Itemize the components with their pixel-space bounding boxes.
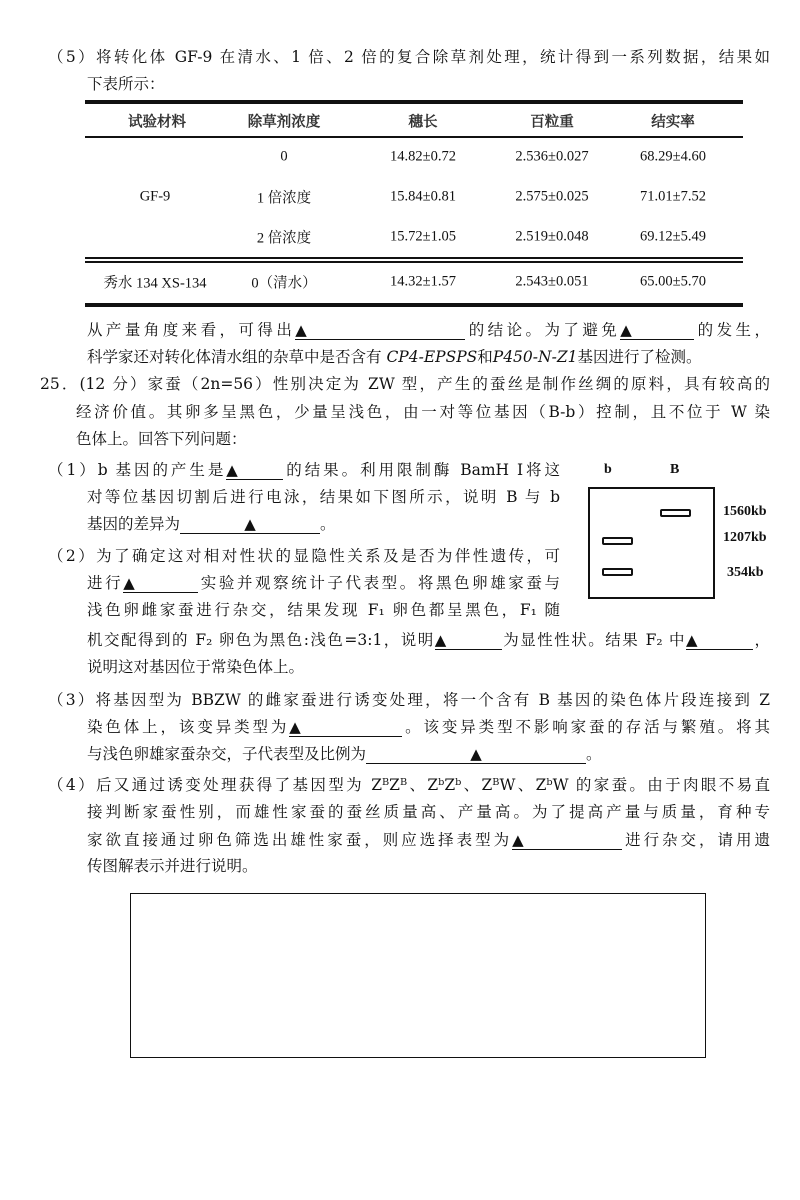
text-line [48,460,560,480]
size-label: 1560kb [723,504,767,519]
text-segment: 基因的差异为 [87,515,181,533]
text-line [87,717,770,737]
text-line [87,657,304,677]
answer-blank[interactable]: ▲ [435,631,502,650]
control-cell: 65.00±5.70 [640,273,706,290]
text-line [48,775,770,795]
lane-label-b: b [604,462,612,477]
text-segment: 实验并观察统计子代表型。将黑色卵雄家蚕与 [198,574,560,592]
table-cell: 2.519±0.048 [515,228,589,245]
text-segment: 为显性性状。结果 F₂ 中 [501,631,686,649]
text-segment: ， [753,631,770,649]
text-line [87,320,770,340]
text-line [76,429,247,449]
text-segment: 与浅色卵雄家蚕杂交，子代表型及比例为 [87,745,367,763]
control-cell: 2.543±0.051 [515,273,589,290]
gel-box [588,487,715,599]
text-segment: 机交配得到的 F₂ 卵色为黑色:浅色=3:1，说明 [87,631,435,649]
gene-name: CP4-EPSPS [386,348,478,366]
answer-blank[interactable]: ▲ [366,745,586,764]
text-segment: （5）将转化体 GF-9 在清水、1 倍、2 倍的复合除草剂处理，统计得到一系列数据，结果如 [48,48,770,66]
text-segment: 浅色卵雌家蚕进行杂交，结果发现 F₁ 卵色都呈黑色，F₁ 随 [87,601,560,619]
lane-label-B: B [670,462,680,477]
text-segment: 的结果。利用限制酶 BamH Ⅰ将这 [283,461,560,479]
text-line [40,374,770,394]
answer-blank[interactable]: ▲ [123,574,198,593]
text-segment: 和 [477,348,493,366]
table-cell: 15.84±0.81 [390,188,456,205]
results-table [85,100,743,308]
control-cell: 14.32±1.57 [390,273,456,290]
table-cell: 15.72±1.05 [390,228,456,245]
material-gf9: GF-9 [139,188,171,205]
text-line [76,402,770,422]
text-line [48,690,770,710]
band-B-1560 [660,509,691,517]
text-line [48,47,770,67]
text-segment: 进行杂交，请用遗 [622,831,770,849]
text-line [87,347,701,367]
text-segment: 基因进行了检测。 [577,348,702,366]
answer-blank[interactable]: ▲ [180,515,320,534]
table-cell: 71.01±7.52 [640,188,706,205]
text-line [87,802,770,822]
text-line [87,630,770,650]
text-segment: 染色体上，该变异类型为 [87,718,290,736]
header-seed-setting: 结实率 [651,114,695,131]
text-segment: （2）为了确定这对相对性状的显隐性关系及是否为伴性遗传，可 [48,547,560,565]
text-segment: 对等位基因切割后进行电泳，结果如下图所示，说明 B 与 b [87,488,560,506]
text-line [87,600,560,620]
band-b-1207 [602,537,633,545]
table-cell: 68.29±4.60 [640,148,706,165]
table-cell: 69.12±5.49 [640,228,706,245]
text-segment: （1）b 基因的产生是 [48,461,227,479]
answer-blank[interactable]: ▲ [289,718,402,737]
text-segment: 。 [320,515,336,533]
table-cell: 0 [280,148,288,165]
text-segment: （4）后又通过诱变处理获得了基因型为 ZᴮZᴮ、ZᵇZᵇ、ZᴮW、ZᵇW 的家蚕。由于肉眼不易直 [48,776,770,794]
table-cell: 2.536±0.027 [515,148,589,165]
text-line [87,514,336,534]
answer-blank[interactable]: ▲ [512,831,622,850]
text-segment: 家欲直接通过卵色筛选出雄性家蚕，则应选择表型为 [87,831,513,849]
band-b-354 [602,568,633,576]
header-grain-weight: 百粒重 [530,114,574,131]
text-segment: 说明这对基因位于常染色体上。 [87,658,305,676]
answer-box[interactable] [130,893,706,1058]
answer-blank[interactable]: ▲ [620,321,694,340]
text-segment: 经济价值。其卵多呈黑色，少量呈浅色，由一对等位基因（B-b）控制，且不位于 W 染 [76,403,770,421]
table-cell: 14.82±0.72 [390,148,456,165]
text-line [87,74,165,94]
text-segment: 下表所示： [87,75,165,93]
text-line [87,744,602,764]
text-segment: 传图解表示并进行说明。 [87,857,258,875]
header-panicle-length: 穗长 [408,114,438,131]
text-line [87,830,770,850]
text-line [87,856,258,876]
size-label: 354kb [727,565,764,580]
text-segment: 进行 [87,574,124,592]
text-segment: （3）将基因型为 BBZW 的雌家蚕进行诱变处理，将一个含有 B 基因的染色体片段连接到 Z [48,691,770,709]
text-line [48,546,560,566]
text-segment: 色体上。回答下列问题： [76,430,247,448]
text-line [87,573,560,593]
answer-blank[interactable]: ▲ [295,321,465,340]
table-cell: 1 倍浓度 [256,190,312,207]
control-cell: 秀水 134 XS-134 [103,275,207,292]
header-material: 试验材料 [128,114,186,131]
answer-blank[interactable]: ▲ [686,631,753,650]
text-segment: 的发生， [694,321,770,339]
text-segment: 科学家还对转化体清水组的杂草中是否含有 [87,348,387,366]
text-segment: 接判断家蚕性别，而雄性家蚕的蚕丝质量高、产量高。为了提高产量与质量，育种专 [87,803,770,821]
size-label: 1207kb [723,530,767,545]
text-segment: 的结论。为了避免 [465,321,621,339]
header-concentration: 除草剂浓度 [247,114,321,131]
table-cell: 2 倍浓度 [256,230,312,247]
answer-blank[interactable]: ▲ [226,461,283,480]
text-segment: 25．(12 分）家蚕（2n=56）性别决定为 ZW 型，产生的蚕丝是制作丝绸的原料，具有较高的 [40,375,770,393]
table-cell: 2.575±0.025 [515,188,589,205]
control-cell: 0（清水） [251,275,317,292]
text-line [87,487,560,507]
text-segment: 。该变异类型不影响家蚕的存活与繁殖。将其 [402,718,770,736]
text-segment: 。 [586,745,602,763]
gene-name: P450-N-Z1 [492,348,578,366]
text-segment: 从产量角度来看，可得出 [87,321,296,339]
